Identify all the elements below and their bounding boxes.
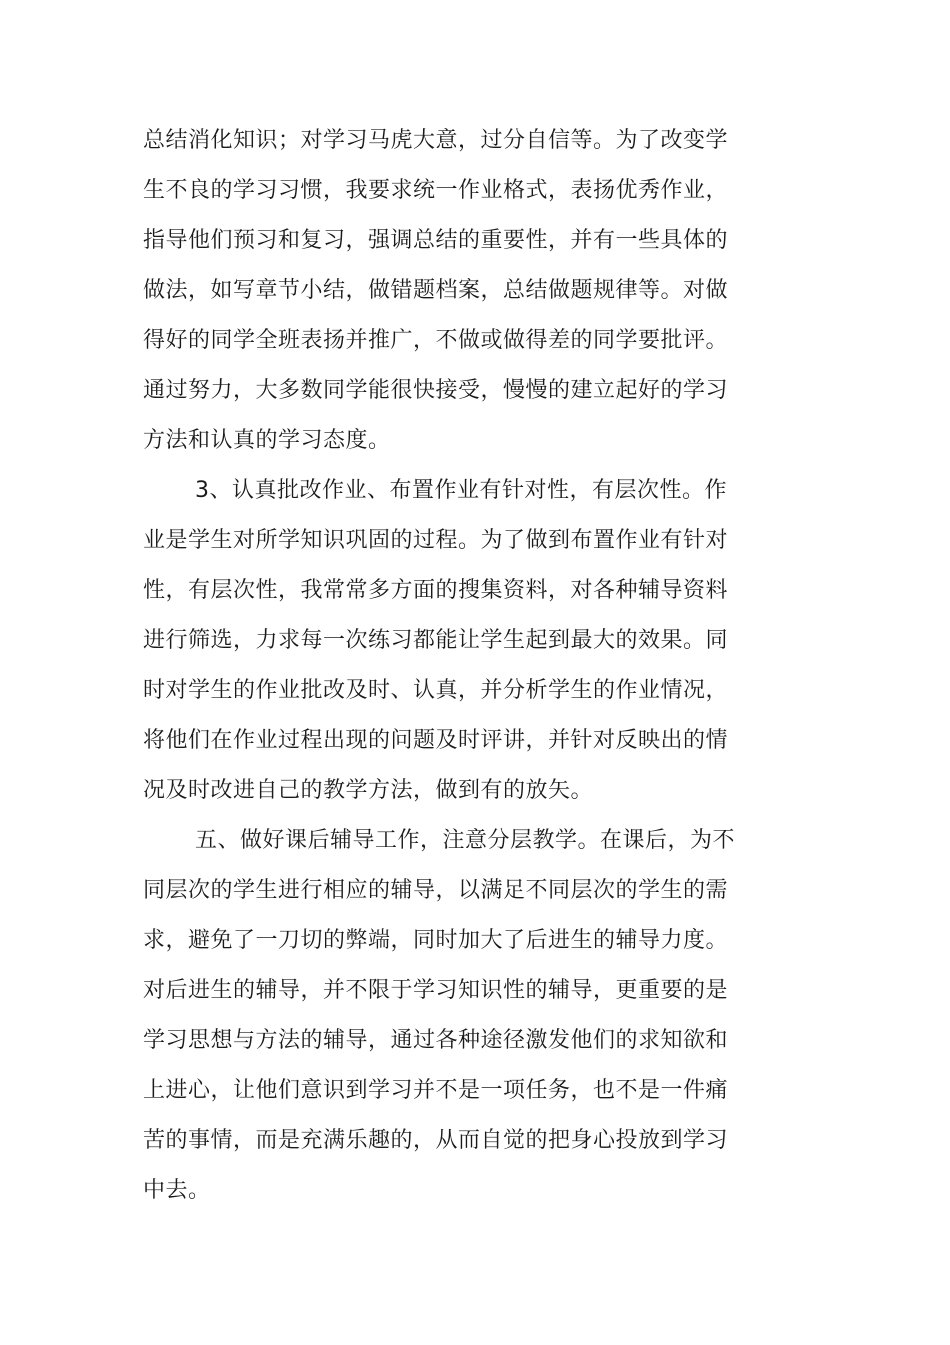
text-line: 中去。 — [143, 1178, 211, 1203]
paragraph-start-line: 3、认真批改作业、布置作业有针对性，有层次性。作 — [195, 478, 727, 503]
text-line: 学习思想与方法的辅导，通过各种途径激发他们的求知欲和 — [143, 1028, 729, 1053]
text-line: 指导他们预习和复习，强调总结的重要性，并有一些具体的 — [143, 228, 729, 253]
text-line: 性，有层次性，我常常多方面的搜集资料，对各种辅导资料 — [143, 578, 729, 603]
text-line: 得好的同学全班表扬并推广，不做或做得差的同学要批评。 — [143, 328, 729, 353]
text-line: 通过努力，大多数同学能很快接受，慢慢的建立起好的学习 — [143, 378, 729, 403]
text-line: 求，避免了一刀切的弊端，同时加大了后进生的辅导力度。 — [143, 928, 729, 953]
text-line: 生不良的学习习惯，我要求统一作业格式，表扬优秀作业， — [143, 178, 729, 203]
text-line: 对后进生的辅导，并不限于学习知识性的辅导，更重要的是 — [143, 978, 729, 1003]
text-line: 进行筛选，力求每一次练习都能让学生起到最大的效果。同 — [143, 628, 729, 653]
text-line: 业是学生对所学知识巩固的过程。为了做到布置作业有针对 — [143, 528, 729, 553]
text-line: 总结消化知识；对学习马虎大意，过分自信等。为了改变学 — [143, 128, 729, 153]
text-line: 苦的事情，而是充满乐趣的，从而自觉的把身心投放到学习 — [143, 1128, 729, 1153]
text-line: 时对学生的作业批改及时、认真，并分析学生的作业情况， — [143, 678, 729, 703]
text-line: 方法和认真的学习态度。 — [143, 428, 391, 453]
text-line: 做法，如写章节小结，做错题档案，总结做题规律等。对做 — [143, 278, 729, 303]
text-line: 同层次的学生进行相应的辅导，以满足不同层次的学生的需 — [143, 878, 729, 903]
text-line: 上进心，让他们意识到学习并不是一项任务，也不是一件痛 — [143, 1078, 729, 1103]
paragraph-start-line: 五、做好课后辅导工作，注意分层教学。在课后，为不 — [195, 828, 736, 853]
text-line: 况及时改进自己的教学方法，做到有的放矢。 — [143, 778, 594, 803]
text-line: 将他们在作业过程出现的问题及时评讲，并针对反映出的情 — [143, 728, 729, 753]
